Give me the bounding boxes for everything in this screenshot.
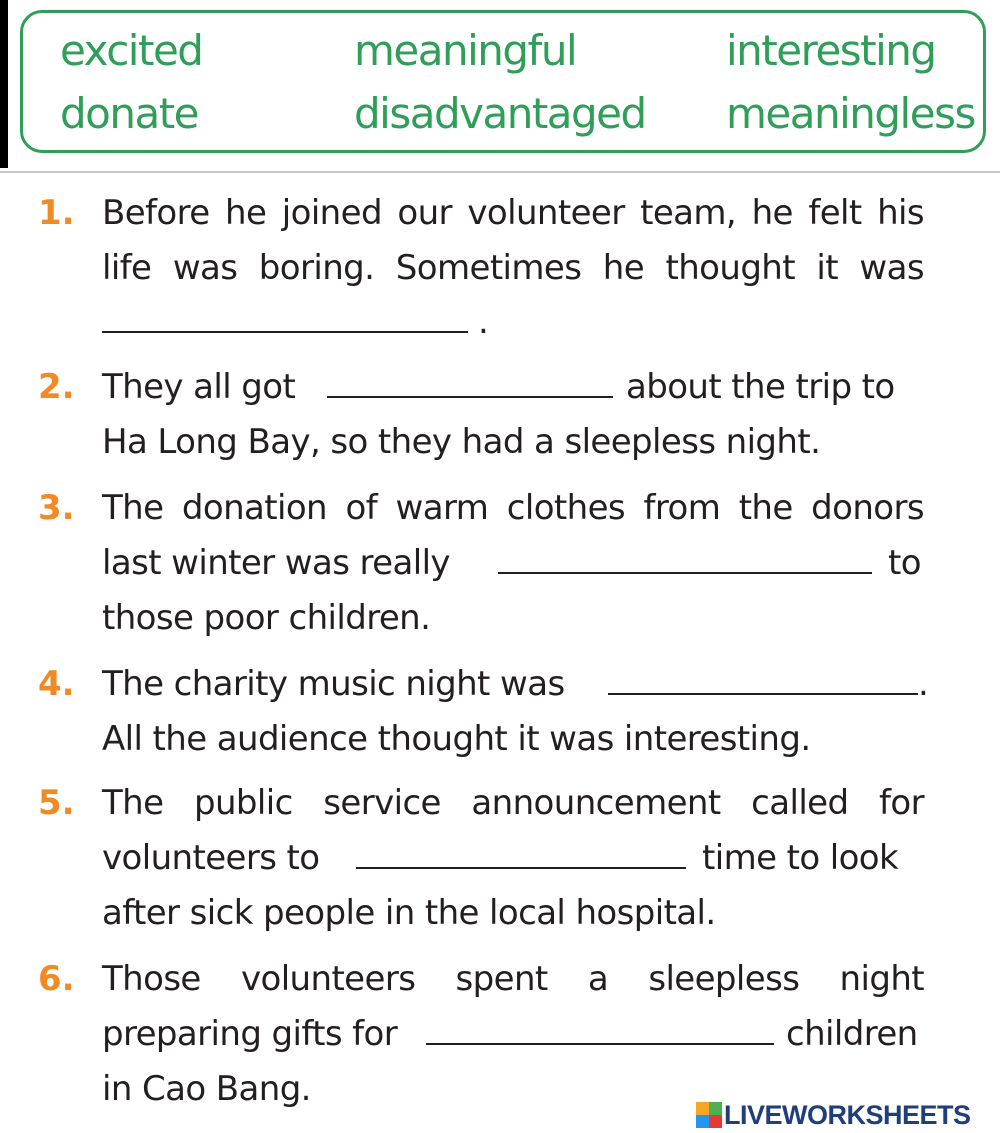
liveworksheets-brand [696, 1098, 971, 1132]
question-text-line: preparing gifts for [102, 1014, 398, 1054]
question-text-line: to [888, 543, 921, 583]
answer-blank-6-wrap [426, 1017, 774, 1051]
answer-blank-4-wrap [608, 664, 929, 704]
word-bank-word: interesting [726, 26, 936, 75]
question-number: 3. [38, 488, 75, 528]
answer-blank-2[interactable] [327, 370, 613, 398]
question-text-line: Ha Long Bay, so they had a sleepless night. [102, 422, 821, 462]
question-number: 6. [38, 959, 75, 999]
question-text-line: those poor children. [102, 598, 431, 638]
text-segment: They all got [102, 367, 296, 407]
question-text-line: last winter was really [102, 543, 450, 583]
question-text-line: Before he joined our volunteer team, he felt his [102, 193, 924, 233]
question-text-line [102, 367, 296, 407]
question-text-line [102, 302, 489, 342]
question-text-line: in Cao Bang. [102, 1069, 311, 1109]
question-number: 5. [38, 783, 75, 823]
word-bank-word: meaningful [354, 26, 577, 75]
answer-blank-1[interactable] [102, 305, 468, 333]
answer-blank-5-wrap [356, 841, 686, 875]
answer-blank-3[interactable] [498, 546, 872, 574]
answer-blank-6[interactable] [426, 1017, 774, 1045]
liveworksheets-logo-icon [696, 1102, 722, 1128]
question-text-line: children [786, 1014, 918, 1054]
question-text-line: after sick people in the local hospital. [102, 893, 716, 933]
question-text-line: The public service announcement called for [102, 783, 924, 823]
question-number: 2. [38, 367, 75, 407]
left-edge-bar [0, 0, 8, 168]
answer-blank-5[interactable] [356, 841, 686, 869]
word-bank-word: meaningless [726, 89, 975, 138]
answer-blank-3-wrap [498, 546, 872, 580]
question-text-line: All the audience thought it was interesting. [102, 719, 811, 759]
question-text-line: life was boring. Sometimes he thought it was [102, 248, 924, 288]
answer-blank-2-wrap [327, 370, 613, 404]
question-text-line: about the trip to [626, 367, 895, 407]
question-text-line: volunteers to [102, 838, 320, 878]
brand-label: LIVEWORKSHEETS [724, 1099, 971, 1130]
period: . [918, 664, 929, 704]
word-bank-word: donate [60, 89, 199, 138]
question-text-line: time to look [702, 838, 899, 878]
question-text-line: The donation of warm clothes from the donors [102, 488, 924, 528]
section-divider [0, 171, 1000, 173]
word-bank-word: excited [60, 26, 203, 75]
question-text-line: The charity music night was [102, 664, 565, 704]
question-number: 1. [38, 193, 75, 233]
question-number: 4. [38, 664, 75, 704]
answer-blank-4[interactable] [608, 667, 918, 695]
word-bank-word: disadvantaged [354, 89, 646, 138]
period: . [478, 302, 489, 342]
question-text-line: Those volunteers spent a sleepless night [102, 959, 924, 999]
